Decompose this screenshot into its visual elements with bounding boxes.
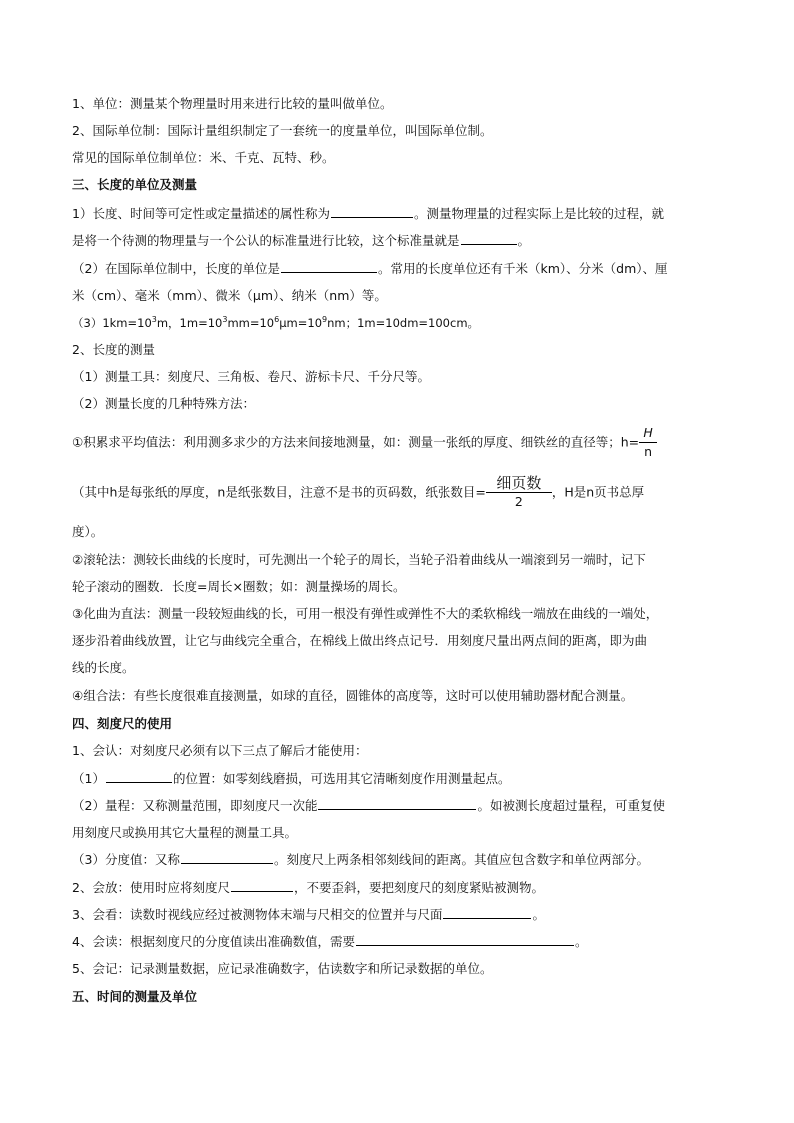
- measurement-tools: （1）测量工具：刻度尺、三角板、卷尺、游标卡尺、千分尺等。: [72, 369, 430, 384]
- paragraph-1-line-2: 是将一个待测的物理量与一个公认的标准量进行比较，这个标准量就是 。: [72, 233, 531, 248]
- combination-method: ④组合法：有些长度很难直接测量，如球的直径，圆锥体的高度等，这时可以使用辅助器材配合测量。: [72, 688, 634, 703]
- curve-to-straight-3: 线的长度。: [72, 660, 135, 675]
- fill-blank[interactable]: [461, 232, 517, 245]
- unit-conversions: $(3)1km=10^3m$，$1m=10^3mm=10^6\mu m=10^9nm$；1m=10dm=100cm。: [72, 315, 480, 330]
- accumulation-note-end: 度）。: [72, 524, 104, 539]
- paragraph-2-line-2: 米（cm）、毫米（mm）、微米（μm）、纳米（nm）等。: [72, 288, 387, 303]
- fill-blank[interactable]: [281, 260, 377, 273]
- subheading-length-measurement: 2、长度的测量: [72, 342, 155, 357]
- ruler-recognize: 1、会认：对刻度尺必须有以下三点了解后才能使用：: [72, 743, 368, 758]
- ruler-zero-mark: （1） 的位置：如零刻线磨损，可选用其它清晰刻度作用测量起点。: [72, 771, 511, 786]
- si-definition: 2、国际单位制：国际计量组织制定了一套统一的度量单位，叫国际单位制。: [72, 123, 493, 138]
- fill-blank[interactable]: [318, 797, 476, 810]
- fill-blank[interactable]: [443, 906, 531, 919]
- fill-blank[interactable]: [181, 851, 273, 864]
- ruler-range-1: （2）量程：又称测量范围，即刻度尺一次能 。如被测长度超过量程，可重复使: [72, 798, 665, 813]
- fill-blank[interactable]: [106, 770, 172, 783]
- rolling-wheel-method-2: 轮子滚动的圈数．长度=周长×圈数；如：测量操场的周长。: [72, 579, 406, 594]
- rolling-wheel-method-1: ②滚轮法：测较长曲线的长度时，可先测出一个轮子的周长，当轮子沿着曲线从一端滚到另一端时，记下: [72, 552, 646, 567]
- curve-to-straight-1: ③化曲为直法：测量一段较短曲线的长，可用一根没有弹性或弹性不大的柔软棉线一端放在曲线的一端处，: [72, 606, 659, 621]
- paragraph-2-line-1: （2）在国际单位制中，长度的单位是 。常用的长度单位还有千米（km）、分米（dm）、厘: [72, 261, 668, 276]
- curve-to-straight-2: 逐步沿着曲线放置，让它与曲线完全重合，在棉线上做出终点记号．用刻度尺量出两点间的距离，即为曲: [72, 633, 648, 648]
- accumulation-note: （其中h是每张纸的厚度，n是纸张数目，注意不是书的页码数，纸张数目= $\frac{\text{细页数}}{2}$ ，H是n页书总厚: [72, 474, 645, 509]
- ruler-read: 4、会读：根据刻度尺的分度值读出准确数值，需要 。: [72, 934, 588, 949]
- fill-blank[interactable]: [331, 205, 413, 218]
- fraction-h-over-n: $\frac{H}{n}$: [639, 424, 657, 461]
- section-heading-time: 五、时间的测量及单位: [72, 989, 198, 1004]
- paragraph-1-line-1: 1）长度、时间等可定性或定量描述的属性称为 。测量物理量的过程实际上是比较的过程，就: [72, 206, 664, 221]
- ruler-look: 3、会看：读数时视线应经过被测物体末端与尺相交的位置并与尺面 。: [72, 907, 545, 922]
- fill-blank[interactable]: [231, 879, 293, 892]
- ruler-division-value: （3）分度值：又称 。刻度尺上两条相邻刻线间的距离。其值应包含数字和单位两部分。: [72, 852, 649, 867]
- ruler-place: 2、会放：使用时应将刻度尺 ，不要歪斜，要把刻度尺的刻度紧贴被测物。: [72, 880, 544, 895]
- ruler-record: 5、会记：记录测量数据，应记录准确数字，估读数字和所记录数据的单位。: [72, 961, 493, 976]
- fraction-pages-over-2: $\frac{\text{细页数}}{2}$: [486, 474, 552, 511]
- special-methods-intro: （2）测量长度的几种特殊方法：: [72, 396, 255, 411]
- accumulation-method: ①积累求平均值法：利用测多求少的方法来间接地测量，如：测量一张纸的厚度、细铁丝的直径等；h= $\frac{H}{n}$: [72, 424, 657, 460]
- fill-blank[interactable]: [356, 933, 574, 946]
- common-si-units: 常见的国际单位制单位：米、千克、瓦特、秒。: [72, 150, 335, 165]
- unit-definition: 1、单位：测量某个物理量时用来进行比较的量叫做单位。: [72, 96, 393, 111]
- section-heading-length: 三、长度的单位及测量: [72, 177, 198, 192]
- section-heading-ruler: 四、刻度尺的使用: [72, 716, 173, 731]
- ruler-range-2: 用刻度尺或换用其它大量程的测量工具。: [72, 825, 298, 840]
